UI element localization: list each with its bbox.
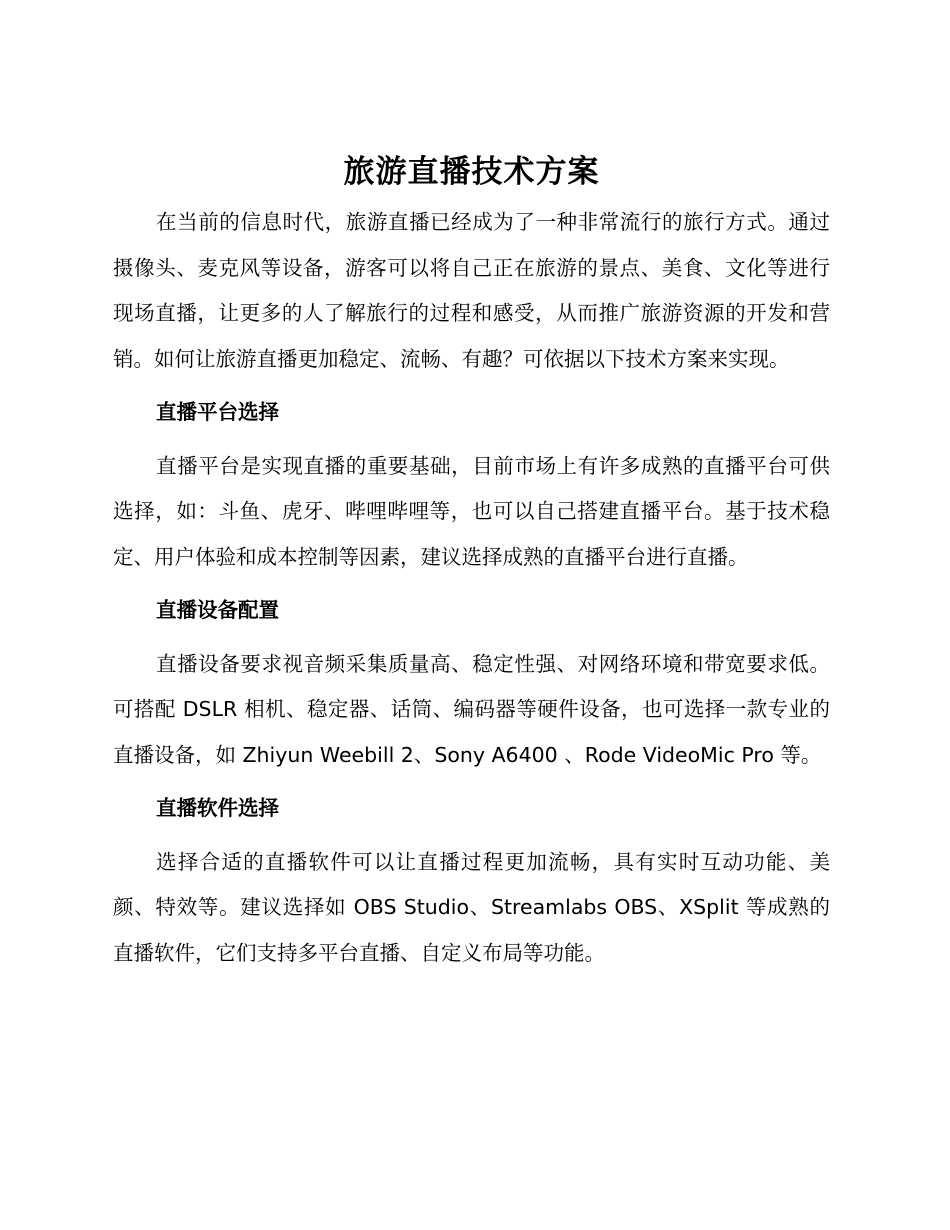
- section-heading: 直播平台选择: [156, 400, 280, 424]
- page-title: 旅游直播技术方案: [343, 154, 600, 190]
- section-paragraph: 选择合适的直播软件可以让直播过程更加流畅，具有实时互动功能、美颜、特效等。建议选择如 OBS Studio、Streamlabs OBS、XSplit 等成熟的直播软件，它们支持多平台直播、自定义布局等功能。: [113, 849, 830, 965]
- section-platform: [113, 390, 830, 580]
- section-heading: 直播软件选择: [156, 796, 280, 820]
- intro-paragraph: 在当前的信息时代，旅游直播已经成为了一种非常流行的旅行方式。通过摄像头、麦克风等设备，游客可以将自己正在旅游的景点、美食、文化等进行现场直播，让更多的人了解旅行的过程和感受，从而推广旅游资源的开发和营销。如何让旅游直播更加稳定、流畅、有趣？可依据以下技术方案来实现。: [113, 210, 830, 371]
- section-heading: 直播设备配置: [156, 598, 280, 622]
- section-software: [113, 786, 830, 976]
- document-page: [113, 148, 830, 976]
- section-paragraph: 直播平台是实现直播的重要基础，目前市场上有许多成熟的直播平台可供选择，如：斗鱼、虎牙、哔哩哔哩等，也可以自己搭建直播平台。基于技术稳定、用户体验和成本控制等因素，建议选择成熟的直播平台进行直播。: [113, 453, 830, 569]
- section-paragraph: 直播设备要求视音频采集质量高、稳定性强、对网络环境和带宽要求低。可搭配 DSLR 相机、稳定器、话筒、编码器等硬件设备，也可选择一款专业的直播设备，如 Zhiyun Weebill 2、Sony A6400 、Rode VideoMic Pro 等。: [113, 651, 830, 767]
- section-equipment: [113, 588, 830, 778]
